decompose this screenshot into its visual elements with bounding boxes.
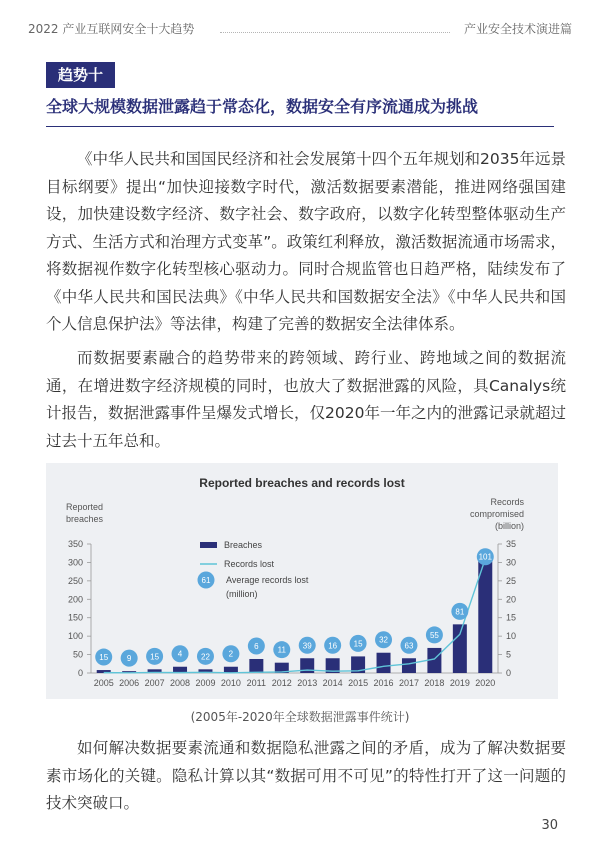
avg-records-label: 15 [99, 653, 109, 663]
y-axis-right-label: Records [490, 497, 524, 507]
avg-records-label: 39 [302, 641, 312, 651]
x-tick-label: 2006 [119, 678, 140, 688]
y-left-tick-label: 300 [67, 557, 83, 568]
breach-bar [249, 659, 263, 673]
x-tick-label: 2019 [449, 678, 470, 688]
chart-title: Reported breaches and records lost [199, 476, 405, 490]
avg-records-label: 9 [126, 654, 132, 664]
breach-bar [402, 658, 416, 673]
x-tick-label: 2011 [246, 678, 267, 688]
y-right-tick-label: 10 [506, 631, 517, 642]
y-right-tick-label: 35 [506, 539, 517, 549]
legend-avg-label: Average records lost [226, 575, 309, 585]
avg-records-label: 81 [455, 607, 465, 617]
breach-bar [478, 559, 492, 673]
y-axis-left-label: Reported [66, 502, 104, 512]
x-tick-label: 2010 [220, 678, 241, 688]
avg-records-label: 16 [328, 641, 338, 651]
breach-chart [46, 463, 558, 699]
y-right-tick-label: 25 [506, 575, 517, 586]
trend-badge: 趋势十 [46, 62, 115, 88]
y-right-tick-label: 30 [506, 557, 517, 568]
page-number: 30 [541, 818, 558, 833]
avg-records-label: 101 [478, 552, 492, 562]
y-right-tick-label: 5 [506, 649, 512, 660]
header-left-title: 2022 产业互联网安全十大趋势 [28, 22, 195, 36]
y-left-tick-label: 250 [67, 575, 83, 586]
y-right-tick-label: 0 [506, 668, 512, 678]
y-left-tick-label: 150 [67, 612, 83, 623]
legend-avg-example: 61 [201, 576, 211, 585]
paragraph-1: 《中华人民共和国国民经济和社会发展第十四个五年规划和2035年远景目标纲要》提出“加快迎接数字时代，激活数据要素潜能，推进网络强国建设，加快建设数字经济、数字社会、数字政府，以数字化转型整体驱动生产方式、生活方式和治理方式变革”。政策红利释放，激活数据流通市场需求，将数据视作数字化转型核心驱动力。同时合规监管也日趋严格，陆续发布了《中华人民共和国民法典》《中华人民共和国数据安全法》《中华人民共和国个人信息保护法》等法律，构建了完善的数据安全法律体系。 [46, 150, 566, 333]
x-tick-label: 2005 [93, 678, 114, 688]
x-tick-label: 2013 [297, 678, 318, 688]
section-title: 全球大规模数据泄露趋于常态化，数据安全有序流通成为挑战 [46, 97, 479, 116]
title-underline [46, 126, 554, 127]
avg-records-label: 2 [228, 649, 234, 659]
avg-records-label: 55 [429, 630, 439, 640]
y-right-tick-label: 15 [506, 612, 517, 623]
breach-bar [377, 653, 391, 673]
x-tick-label: 2009 [195, 678, 216, 688]
paragraph-2: 而数据要素融合的趋势带来的跨领域、跨行业、跨地域之间的数据流通，在增进数字经济规模的同时，也放大了数据泄露的风险，具Canalys统计报告，数据泄露事件呈爆发式增长，仅2020年一年之内的泄露记录就超过过去十五年总和。 [46, 349, 566, 450]
x-tick-label: 2012 [271, 678, 292, 688]
paragraph-3: 如何解决数据要素流通和数据隐私泄露之间的矛盾，成为了解决数据要素市场化的关键。隐私计算以其“数据可用不可见”的特性打开了这一问题的技术突破口。 [46, 739, 566, 812]
avg-records-label: 22 [201, 652, 210, 662]
avg-records-label: 15 [150, 652, 160, 662]
y-axis-left-label: breaches [66, 514, 104, 524]
y-left-tick-label: 350 [67, 539, 83, 549]
x-tick-label: 2015 [348, 678, 369, 688]
x-tick-label: 2020 [475, 678, 496, 688]
legend-records-label: Records lost [224, 559, 275, 569]
x-tick-label: 2017 [398, 678, 419, 688]
y-left-tick-label: 50 [72, 649, 83, 660]
chart-caption: (2005年-2020年全球数据泄露事件统计) [190, 710, 410, 724]
x-tick-label: 2007 [144, 678, 165, 688]
y-axis-right-label: compromised [469, 509, 524, 519]
header-right-title: 产业安全技术演进篇 [463, 22, 572, 36]
chart-svg [46, 463, 558, 699]
x-tick-label: 2016 [373, 678, 394, 688]
avg-records-label: 32 [379, 635, 388, 645]
avg-records-label: 15 [353, 639, 363, 649]
y-left-tick-label: 100 [67, 631, 83, 642]
x-tick-label: 2018 [424, 678, 445, 688]
breach-bar [453, 624, 467, 673]
avg-records-label: 4 [177, 649, 183, 659]
x-tick-label: 2008 [170, 678, 191, 688]
y-left-tick-label: 0 [77, 668, 83, 678]
avg-records-label: 11 [277, 645, 286, 655]
legend-breaches-label: Breaches [224, 540, 263, 550]
avg-records-label: 6 [254, 641, 259, 651]
y-left-tick-label: 200 [67, 594, 83, 605]
avg-records-label: 63 [404, 641, 414, 651]
header-divider [220, 32, 450, 33]
x-tick-label: 2014 [322, 678, 343, 688]
y-axis-right-label: (billion) [494, 521, 524, 531]
y-right-tick-label: 20 [506, 594, 517, 605]
legend-breaches-swatch [200, 542, 217, 548]
legend-avg-label-unit: (million) [226, 589, 258, 599]
